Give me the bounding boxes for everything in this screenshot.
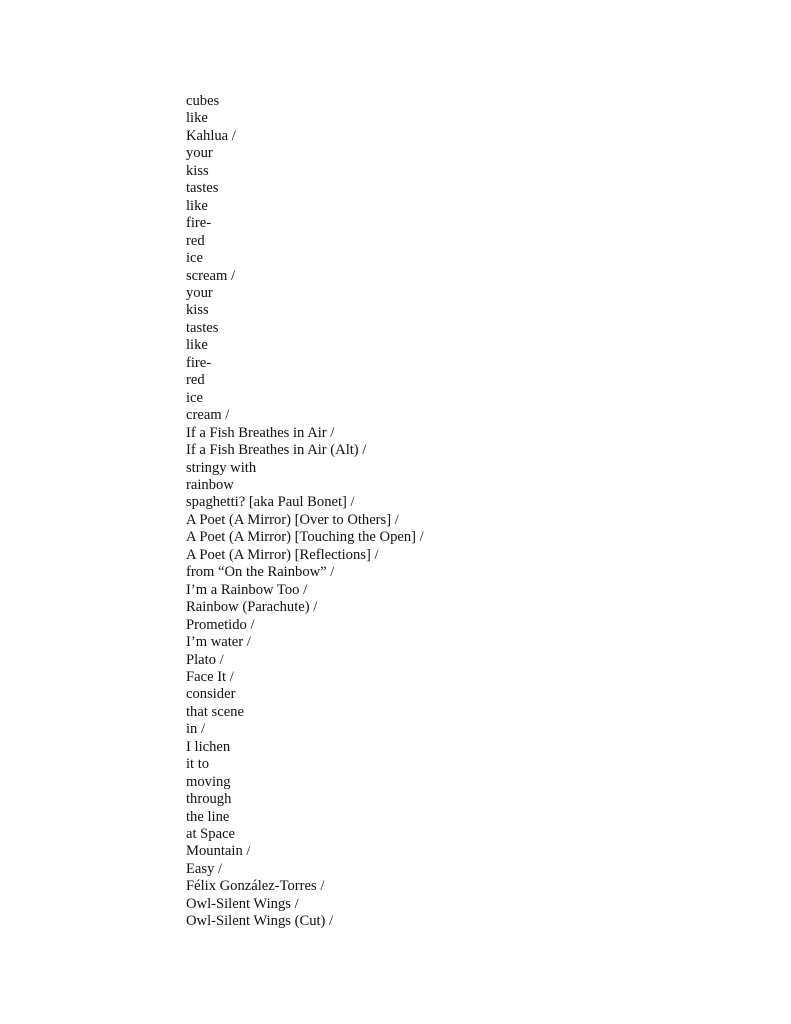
poem-line: Plato / — [186, 651, 224, 668]
poem-line: scream / — [186, 267, 236, 284]
poem-line: ice — [186, 250, 204, 267]
poem-line: consider — [186, 686, 236, 703]
poem-line: cream / — [186, 407, 230, 424]
poem-line: I lichen — [186, 738, 231, 755]
poem-line: rainbow — [186, 476, 234, 493]
poem-line: stringy with — [186, 459, 257, 476]
poem-line: Kahlua / — [186, 127, 236, 144]
poem-line: from “On the Rainbow” / — [186, 564, 335, 581]
poem-text-block — [186, 93, 424, 931]
poem-line: the line — [186, 808, 230, 825]
poem-line: Face It / — [186, 668, 234, 685]
poem-line: in / — [186, 721, 206, 738]
poem-line: kiss — [186, 162, 209, 179]
poem-line: Owl-Silent Wings / — [186, 895, 299, 912]
poem-line: fire- — [186, 354, 212, 371]
poem-line: like — [186, 197, 208, 214]
poem-line: your — [186, 284, 213, 301]
poem-line: like — [186, 337, 208, 354]
poem-line: If a Fish Breathes in Air / — [186, 424, 335, 441]
poem-line: I’m water / — [186, 634, 251, 651]
poem-line: Félix González-Torres / — [186, 878, 325, 895]
poem-line: spaghetti? [aka Paul Bonet] / — [186, 494, 355, 511]
poem-line: cubes — [186, 93, 220, 109]
poem-line: Rainbow (Parachute) / — [186, 599, 318, 616]
poem-line: Owl-Silent Wings (Cut) / — [186, 913, 334, 930]
poem-line: Prometido / — [186, 616, 255, 633]
poem-line: red — [186, 232, 205, 249]
poem-line: tastes — [186, 180, 219, 197]
poem-line: kiss — [186, 302, 209, 319]
poem-line: ice — [186, 389, 204, 406]
poem-line: A Poet (A Mirror) [Over to Others] / — [186, 511, 399, 528]
poem-line: fire- — [186, 215, 212, 232]
poem-line: at Space — [186, 826, 236, 843]
poem-line: your — [186, 145, 213, 162]
poem-line: A Poet (A Mirror) [Reflections] / — [186, 546, 379, 563]
poem-line: red — [186, 372, 205, 389]
poem-line: Easy / — [186, 860, 223, 877]
poem-line: that scene — [186, 703, 244, 720]
poem-line: If a Fish Breathes in Air (Alt) / — [186, 442, 367, 459]
poem-line: I’m a Rainbow Too / — [186, 581, 308, 598]
poem-line: Mountain / — [186, 843, 251, 860]
poem-line: moving — [186, 773, 231, 790]
poem-line: like — [186, 110, 208, 127]
poem-line: through — [186, 791, 232, 808]
poem-line: it to — [186, 756, 210, 773]
poem-line: A Poet (A Mirror) [Touching the Open] / — [186, 529, 424, 546]
poem-line: tastes — [186, 319, 219, 336]
